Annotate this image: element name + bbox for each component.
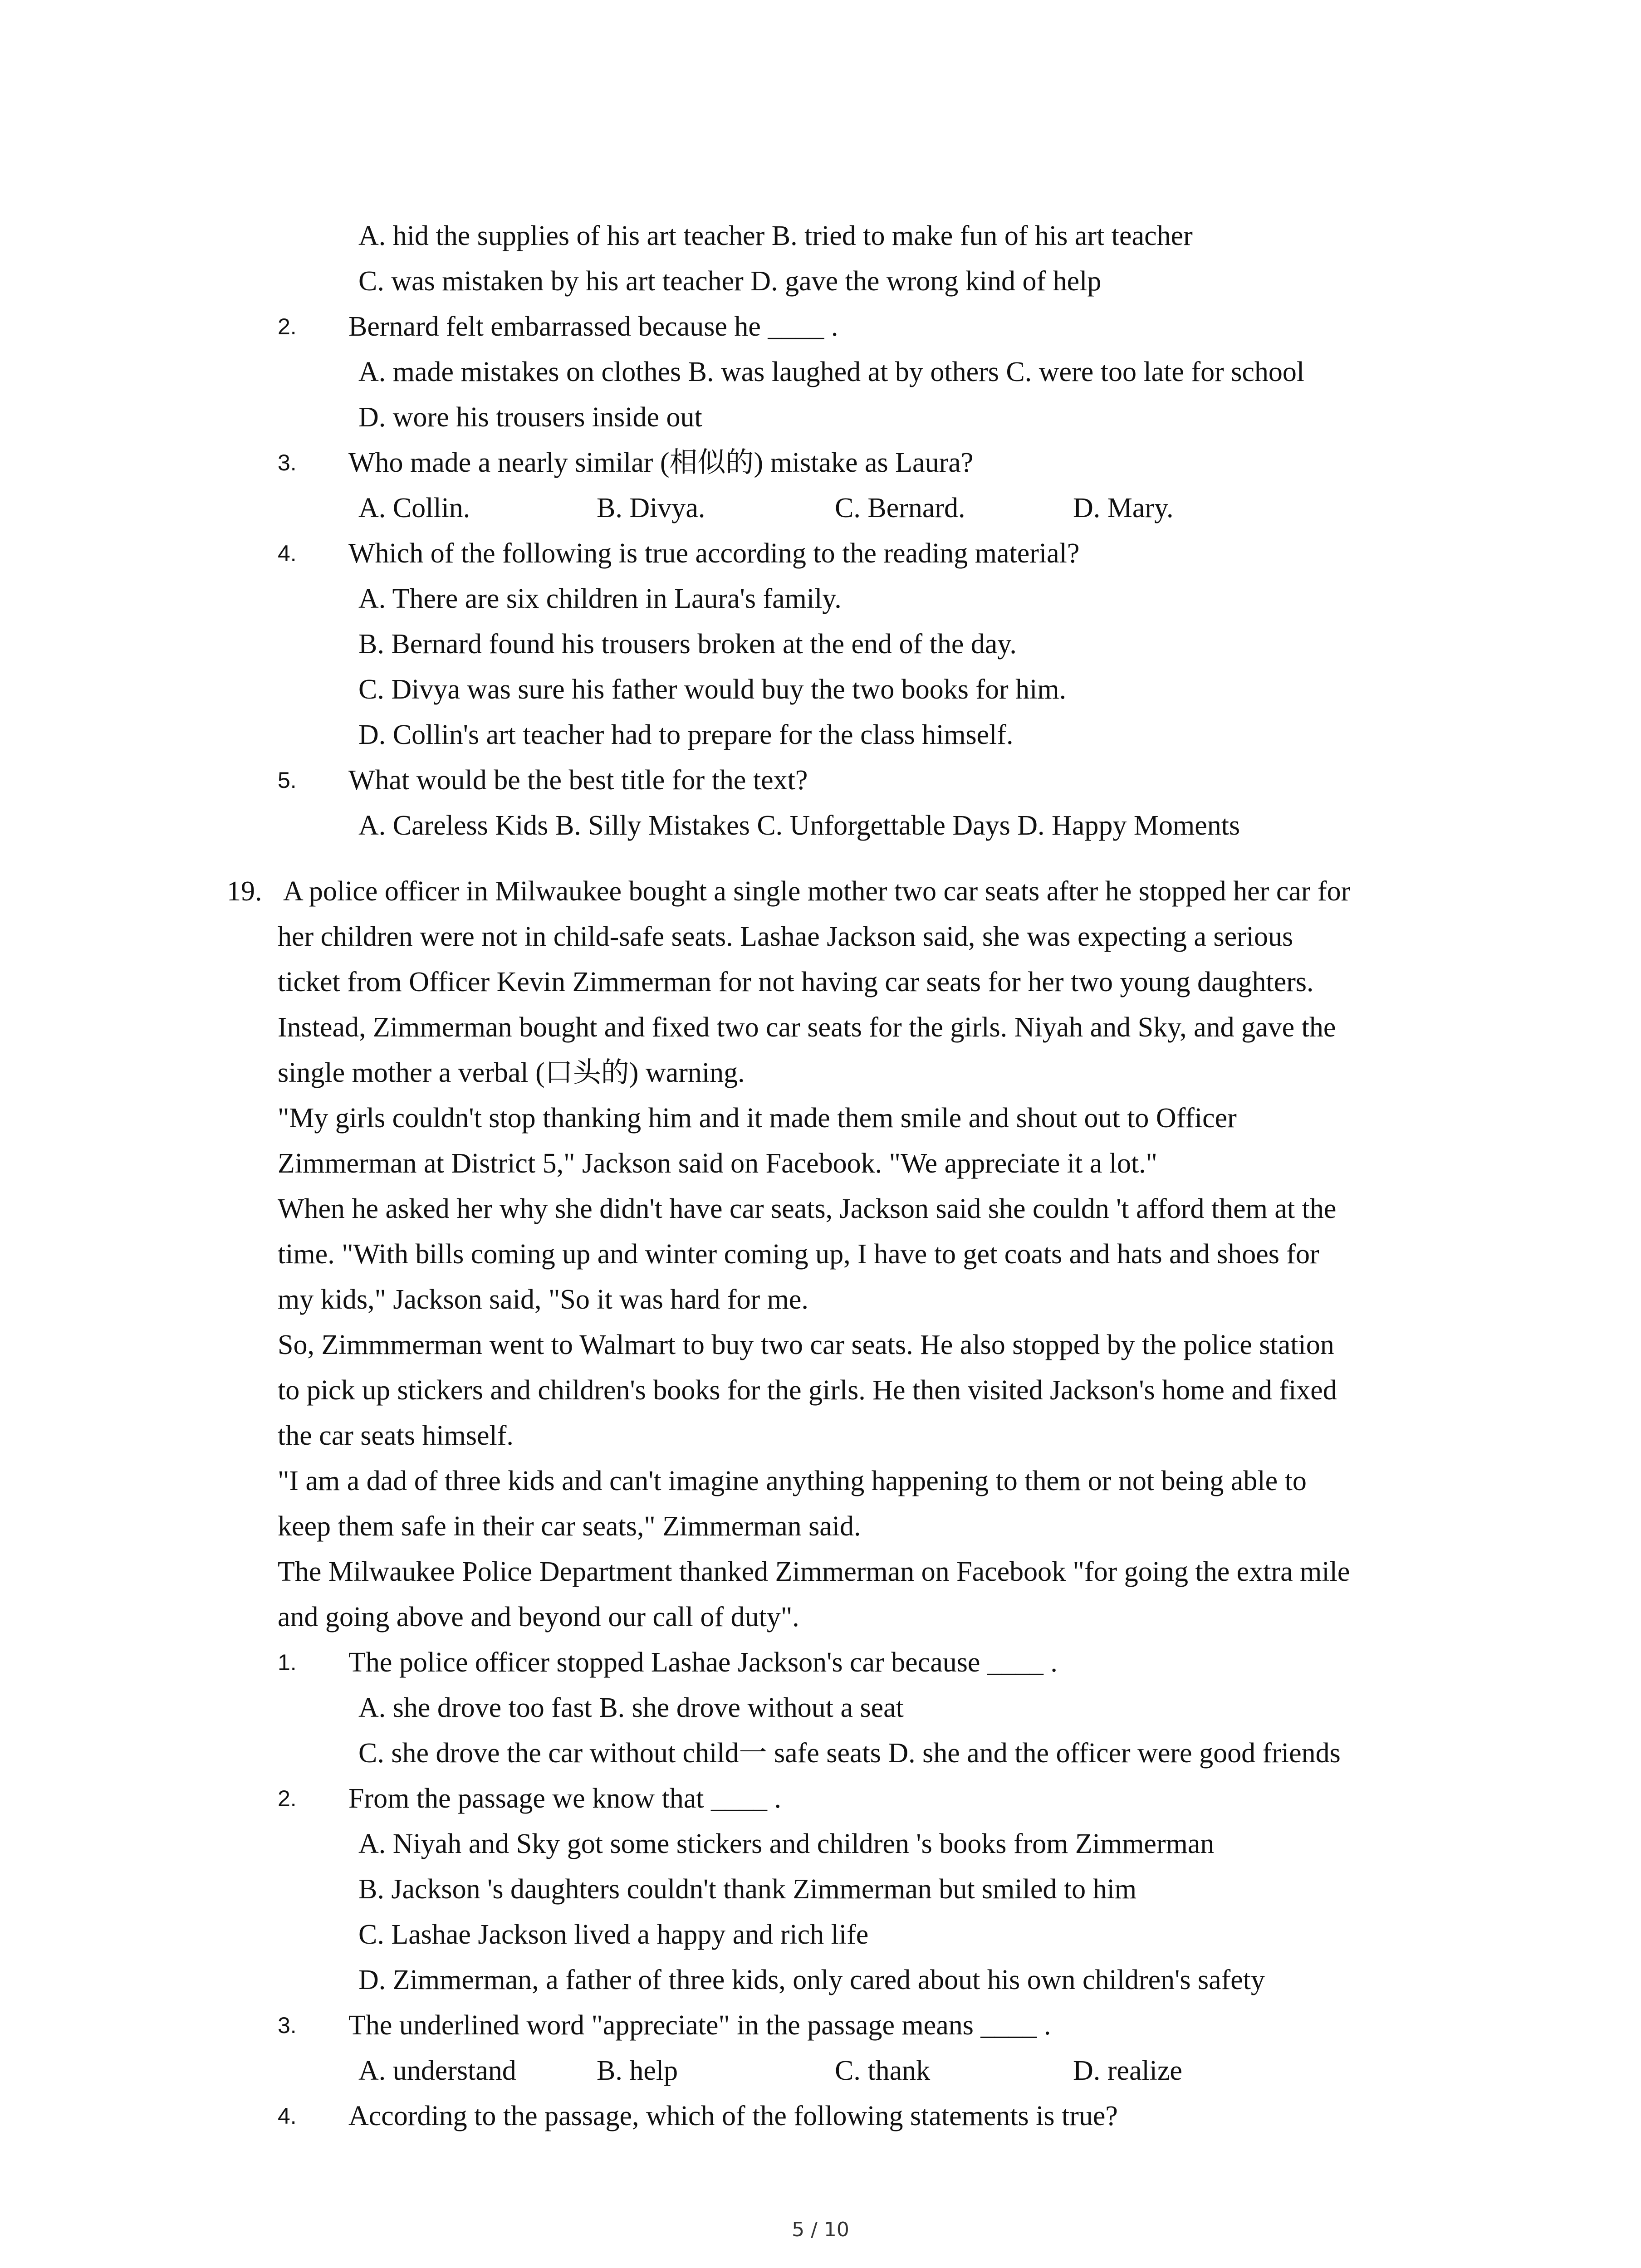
prev-q4-option-a: A. There are six children in Laura's family. <box>358 583 842 614</box>
q19-sub3-option-a: A. understand <box>358 2055 516 2086</box>
passage-line: Instead, Zimmerman bought and fixed two car seats for the girls. Niyah and Sky, and gave the <box>278 1012 1336 1043</box>
prev-q5-number: 5. <box>278 767 297 793</box>
prev-q3-option-b: B. Divya. <box>597 493 705 523</box>
passage-line: and going above and beyond our call of duty". <box>278 1602 799 1633</box>
prev-q2-stem: Bernard felt embarrassed because he ____ . <box>348 311 838 342</box>
q19-sub2-option-d: D. Zimmerman, a father of three kids, only cared about his own children's safety <box>358 1965 1265 1995</box>
q19-sub2-stem: From the passage we know that ____ . <box>348 1783 781 1814</box>
passage-line: ticket from Officer Kevin Zimmerman for not having car seats for her two young daughters. <box>278 967 1314 997</box>
prev-q4-number: 4. <box>278 541 297 566</box>
prev-q2-number: 2. <box>278 314 297 339</box>
prev-q5-stem: What would be the best title for the text? <box>348 765 808 796</box>
passage-line: her children were not in child-safe seats. Lashae Jackson said, she was expecting a serious <box>278 921 1293 952</box>
q19-sub3-number: 3. <box>278 2013 297 2038</box>
passage-line: The Milwaukee Police Department thanked Zimmerman on Facebook "for going the extra mile <box>278 1556 1350 1587</box>
q19-sub1-options-line-1: A. she drove too fast B. she drove without a seat <box>358 1692 904 1723</box>
prev-q1-options-line-1: A. hid the supplies of his art teacher B. tried to make fun of his art teacher <box>358 220 1193 251</box>
q19-sub2-option-c: C. Lashae Jackson lived a happy and rich life <box>358 1919 869 1950</box>
prev-q1-options-line-2: C. was mistaken by his art teacher D. gave the wrong kind of help <box>358 266 1102 297</box>
prev-q4-stem: Which of the following is true according to the reading material? <box>348 538 1080 569</box>
prev-q3-option-d: D. Mary. <box>1073 493 1174 523</box>
passage-line: my kids," Jackson said, "So it was hard for me. <box>278 1284 808 1315</box>
question-19-label: 19. <box>227 876 262 907</box>
q19-sub3-option-c: C. thank <box>835 2055 931 2086</box>
prev-q3-number: 3. <box>278 450 297 475</box>
q19-sub4-stem: According to the passage, which of the following statements is true? <box>348 2101 1118 2131</box>
prev-q4-option-b: B. Bernard found his trousers broken at the end of the day. <box>358 629 1017 660</box>
passage-line: time. "With bills coming up and winter coming up, I have to get coats and hats and shoes for <box>278 1239 1319 1270</box>
q19-sub4-number: 4. <box>278 2103 297 2129</box>
page-number: 5 / 10 <box>792 2218 849 2241</box>
q19-sub2-option-b: B. Jackson 's daughters couldn't thank Zimmerman but smiled to him <box>358 1874 1137 1905</box>
passage-line: "My girls couldn't stop thanking him and it made them smile and shout out to Officer <box>278 1103 1237 1134</box>
passage-line: Zimmerman at District 5," Jackson said on Facebook. "We appreciate it a lot." <box>278 1148 1157 1179</box>
passage-line: to pick up stickers and children's books for the girls. He then visited Jackson's home and fixed <box>278 1375 1337 1406</box>
q19-sub1-options-line-2: C. she drove the car without child一 safe seats D. she and the officer were good friends <box>358 1738 1341 1769</box>
prev-q2-options-line-1: A. made mistakes on clothes B. was laughed at by others C. were too late for school <box>358 357 1305 387</box>
passage-line: So, Zimmmerman went to Walmart to buy two car seats. He also stopped by the police station <box>278 1330 1334 1360</box>
passage-line: A police officer in Milwaukee bought a single mother two car seats after he stopped her car for <box>283 876 1351 907</box>
prev-q4-option-c: C. Divya was sure his father would buy the two books for him. <box>358 674 1067 705</box>
prev-q2-options-line-2: D. wore his trousers inside out <box>358 402 702 433</box>
q19-sub2-option-a: A. Niyah and Sky got some stickers and children 's books from Zimmerman <box>358 1828 1215 1859</box>
q19-sub3-stem: The underlined word "appreciate" in the passage means ____ . <box>348 2010 1051 2041</box>
q19-sub3-option-d: D. realize <box>1073 2055 1182 2086</box>
passage-line: the car seats himself. <box>278 1420 514 1451</box>
q19-sub2-number: 2. <box>278 1786 297 1811</box>
q19-sub1-stem: The police officer stopped Lashae Jackson's car because ____ . <box>348 1647 1058 1678</box>
q19-sub3-option-b: B. help <box>597 2055 678 2086</box>
prev-q4-option-d: D. Collin's art teacher had to prepare for the class himself. <box>358 719 1014 750</box>
prev-q3-stem: Who made a nearly similar (相似的) mistake as Laura? <box>348 447 974 478</box>
passage-line: keep them safe in their car seats," Zimmerman said. <box>278 1511 861 1542</box>
passage-line: When he asked her why she didn't have car seats, Jackson said she couldn 't afford them at the <box>278 1193 1337 1224</box>
passage-line: "I am a dad of three kids and can't imagine anything happening to them or not being able to <box>278 1466 1307 1496</box>
prev-q3-option-a: A. Collin. <box>358 493 470 523</box>
prev-q5-options: A. Careless Kids B. Silly Mistakes C. Unforgettable Days D. Happy Moments <box>358 810 1240 841</box>
prev-q3-option-c: C. Bernard. <box>835 493 965 523</box>
q19-sub1-number: 1. <box>278 1650 297 1675</box>
passage-line: single mother a verbal (口头的) warning. <box>278 1057 745 1088</box>
